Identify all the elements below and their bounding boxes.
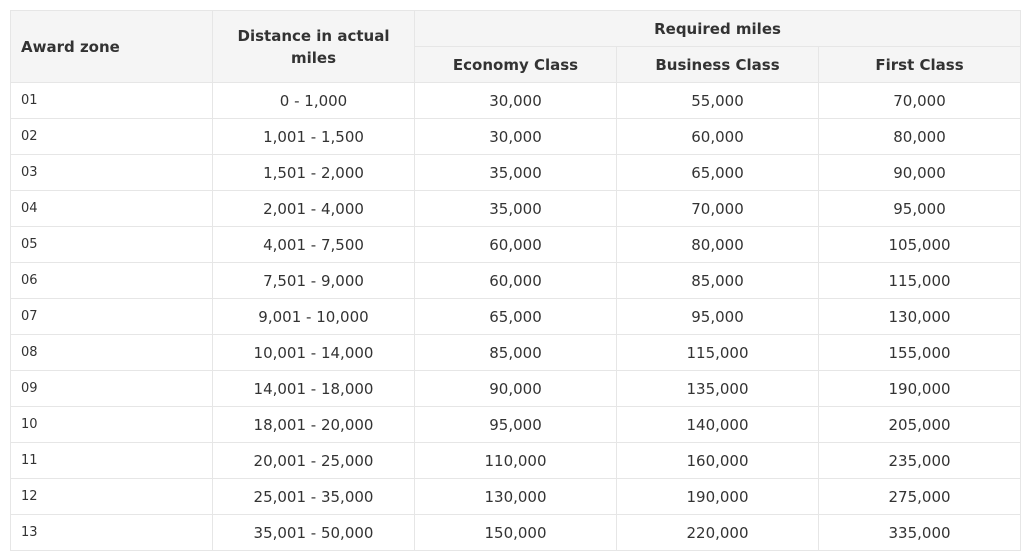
distance-cell: 20,001 - 25,000 (213, 443, 415, 479)
distance-cell: 2,001 - 4,000 (213, 191, 415, 227)
business-cell: 80,000 (617, 227, 819, 263)
first-cell: 275,000 (819, 479, 1021, 515)
zone-cell: 09 (11, 371, 213, 407)
zone-cell: 11 (11, 443, 213, 479)
business-cell: 95,000 (617, 299, 819, 335)
zone-cell: 01 (11, 83, 213, 119)
business-cell: 115,000 (617, 335, 819, 371)
table-row (11, 119, 1021, 155)
table-row (11, 299, 1021, 335)
distance-cell: 1,501 - 2,000 (213, 155, 415, 191)
zone-cell: 02 (11, 119, 213, 155)
table-row (11, 479, 1021, 515)
first-cell: 205,000 (819, 407, 1021, 443)
business-cell: 160,000 (617, 443, 819, 479)
required-miles-header: Required miles (415, 11, 1021, 47)
business-cell: 60,000 (617, 119, 819, 155)
first-cell: 130,000 (819, 299, 1021, 335)
economy-cell: 65,000 (415, 299, 617, 335)
first-cell: 105,000 (819, 227, 1021, 263)
economy-cell: 150,000 (415, 515, 617, 551)
table-row (11, 407, 1021, 443)
economy-cell: 110,000 (415, 443, 617, 479)
table-row (11, 263, 1021, 299)
economy-cell: 60,000 (415, 227, 617, 263)
first-cell: 90,000 (819, 155, 1021, 191)
economy-cell: 130,000 (415, 479, 617, 515)
zone-cell: 04 (11, 191, 213, 227)
economy-cell: 95,000 (415, 407, 617, 443)
business-cell: 65,000 (617, 155, 819, 191)
economy-class-header: Economy Class (415, 47, 617, 83)
zone-cell: 07 (11, 299, 213, 335)
zone-cell: 13 (11, 515, 213, 551)
zone-cell: 05 (11, 227, 213, 263)
zone-cell: 12 (11, 479, 213, 515)
first-cell: 335,000 (819, 515, 1021, 551)
economy-cell: 30,000 (415, 83, 617, 119)
economy-cell: 90,000 (415, 371, 617, 407)
first-cell: 70,000 (819, 83, 1021, 119)
table-header (11, 11, 1021, 83)
economy-cell: 30,000 (415, 119, 617, 155)
distance-cell: 4,001 - 7,500 (213, 227, 415, 263)
first-class-header: First Class (819, 47, 1021, 83)
distance-cell: 9,001 - 10,000 (213, 299, 415, 335)
business-cell: 220,000 (617, 515, 819, 551)
table-row (11, 443, 1021, 479)
business-cell: 135,000 (617, 371, 819, 407)
distance-cell: 25,001 - 35,000 (213, 479, 415, 515)
business-cell: 70,000 (617, 191, 819, 227)
distance-cell: 1,001 - 1,500 (213, 119, 415, 155)
zone-cell: 08 (11, 335, 213, 371)
economy-cell: 35,000 (415, 155, 617, 191)
first-cell: 95,000 (819, 191, 1021, 227)
distance-cell: 14,001 - 18,000 (213, 371, 415, 407)
first-cell: 80,000 (819, 119, 1021, 155)
first-cell: 115,000 (819, 263, 1021, 299)
business-cell: 190,000 (617, 479, 819, 515)
economy-cell: 35,000 (415, 191, 617, 227)
business-cell: 55,000 (617, 83, 819, 119)
distance-cell: 18,001 - 20,000 (213, 407, 415, 443)
first-cell: 190,000 (819, 371, 1021, 407)
award-zone-header: Award zone (11, 11, 213, 83)
business-cell: 140,000 (617, 407, 819, 443)
table-body (11, 83, 1021, 551)
first-cell: 235,000 (819, 443, 1021, 479)
table-row (11, 83, 1021, 119)
distance-cell: 35,001 - 50,000 (213, 515, 415, 551)
award-chart-container (10, 10, 1020, 551)
business-cell: 85,000 (617, 263, 819, 299)
table-row (11, 371, 1021, 407)
zone-cell: 06 (11, 263, 213, 299)
award-chart-table (10, 10, 1021, 551)
first-cell: 155,000 (819, 335, 1021, 371)
distance-cell: 0 - 1,000 (213, 83, 415, 119)
table-row (11, 191, 1021, 227)
header-row-top (11, 11, 1021, 47)
business-class-header: Business Class (617, 47, 819, 83)
economy-cell: 60,000 (415, 263, 617, 299)
zone-cell: 10 (11, 407, 213, 443)
table-row (11, 227, 1021, 263)
distance-cell: 10,001 - 14,000 (213, 335, 415, 371)
table-row (11, 515, 1021, 551)
distance-header: Distance in actual miles (213, 11, 415, 83)
distance-cell: 7,501 - 9,000 (213, 263, 415, 299)
table-row (11, 155, 1021, 191)
table-row (11, 335, 1021, 371)
zone-cell: 03 (11, 155, 213, 191)
economy-cell: 85,000 (415, 335, 617, 371)
